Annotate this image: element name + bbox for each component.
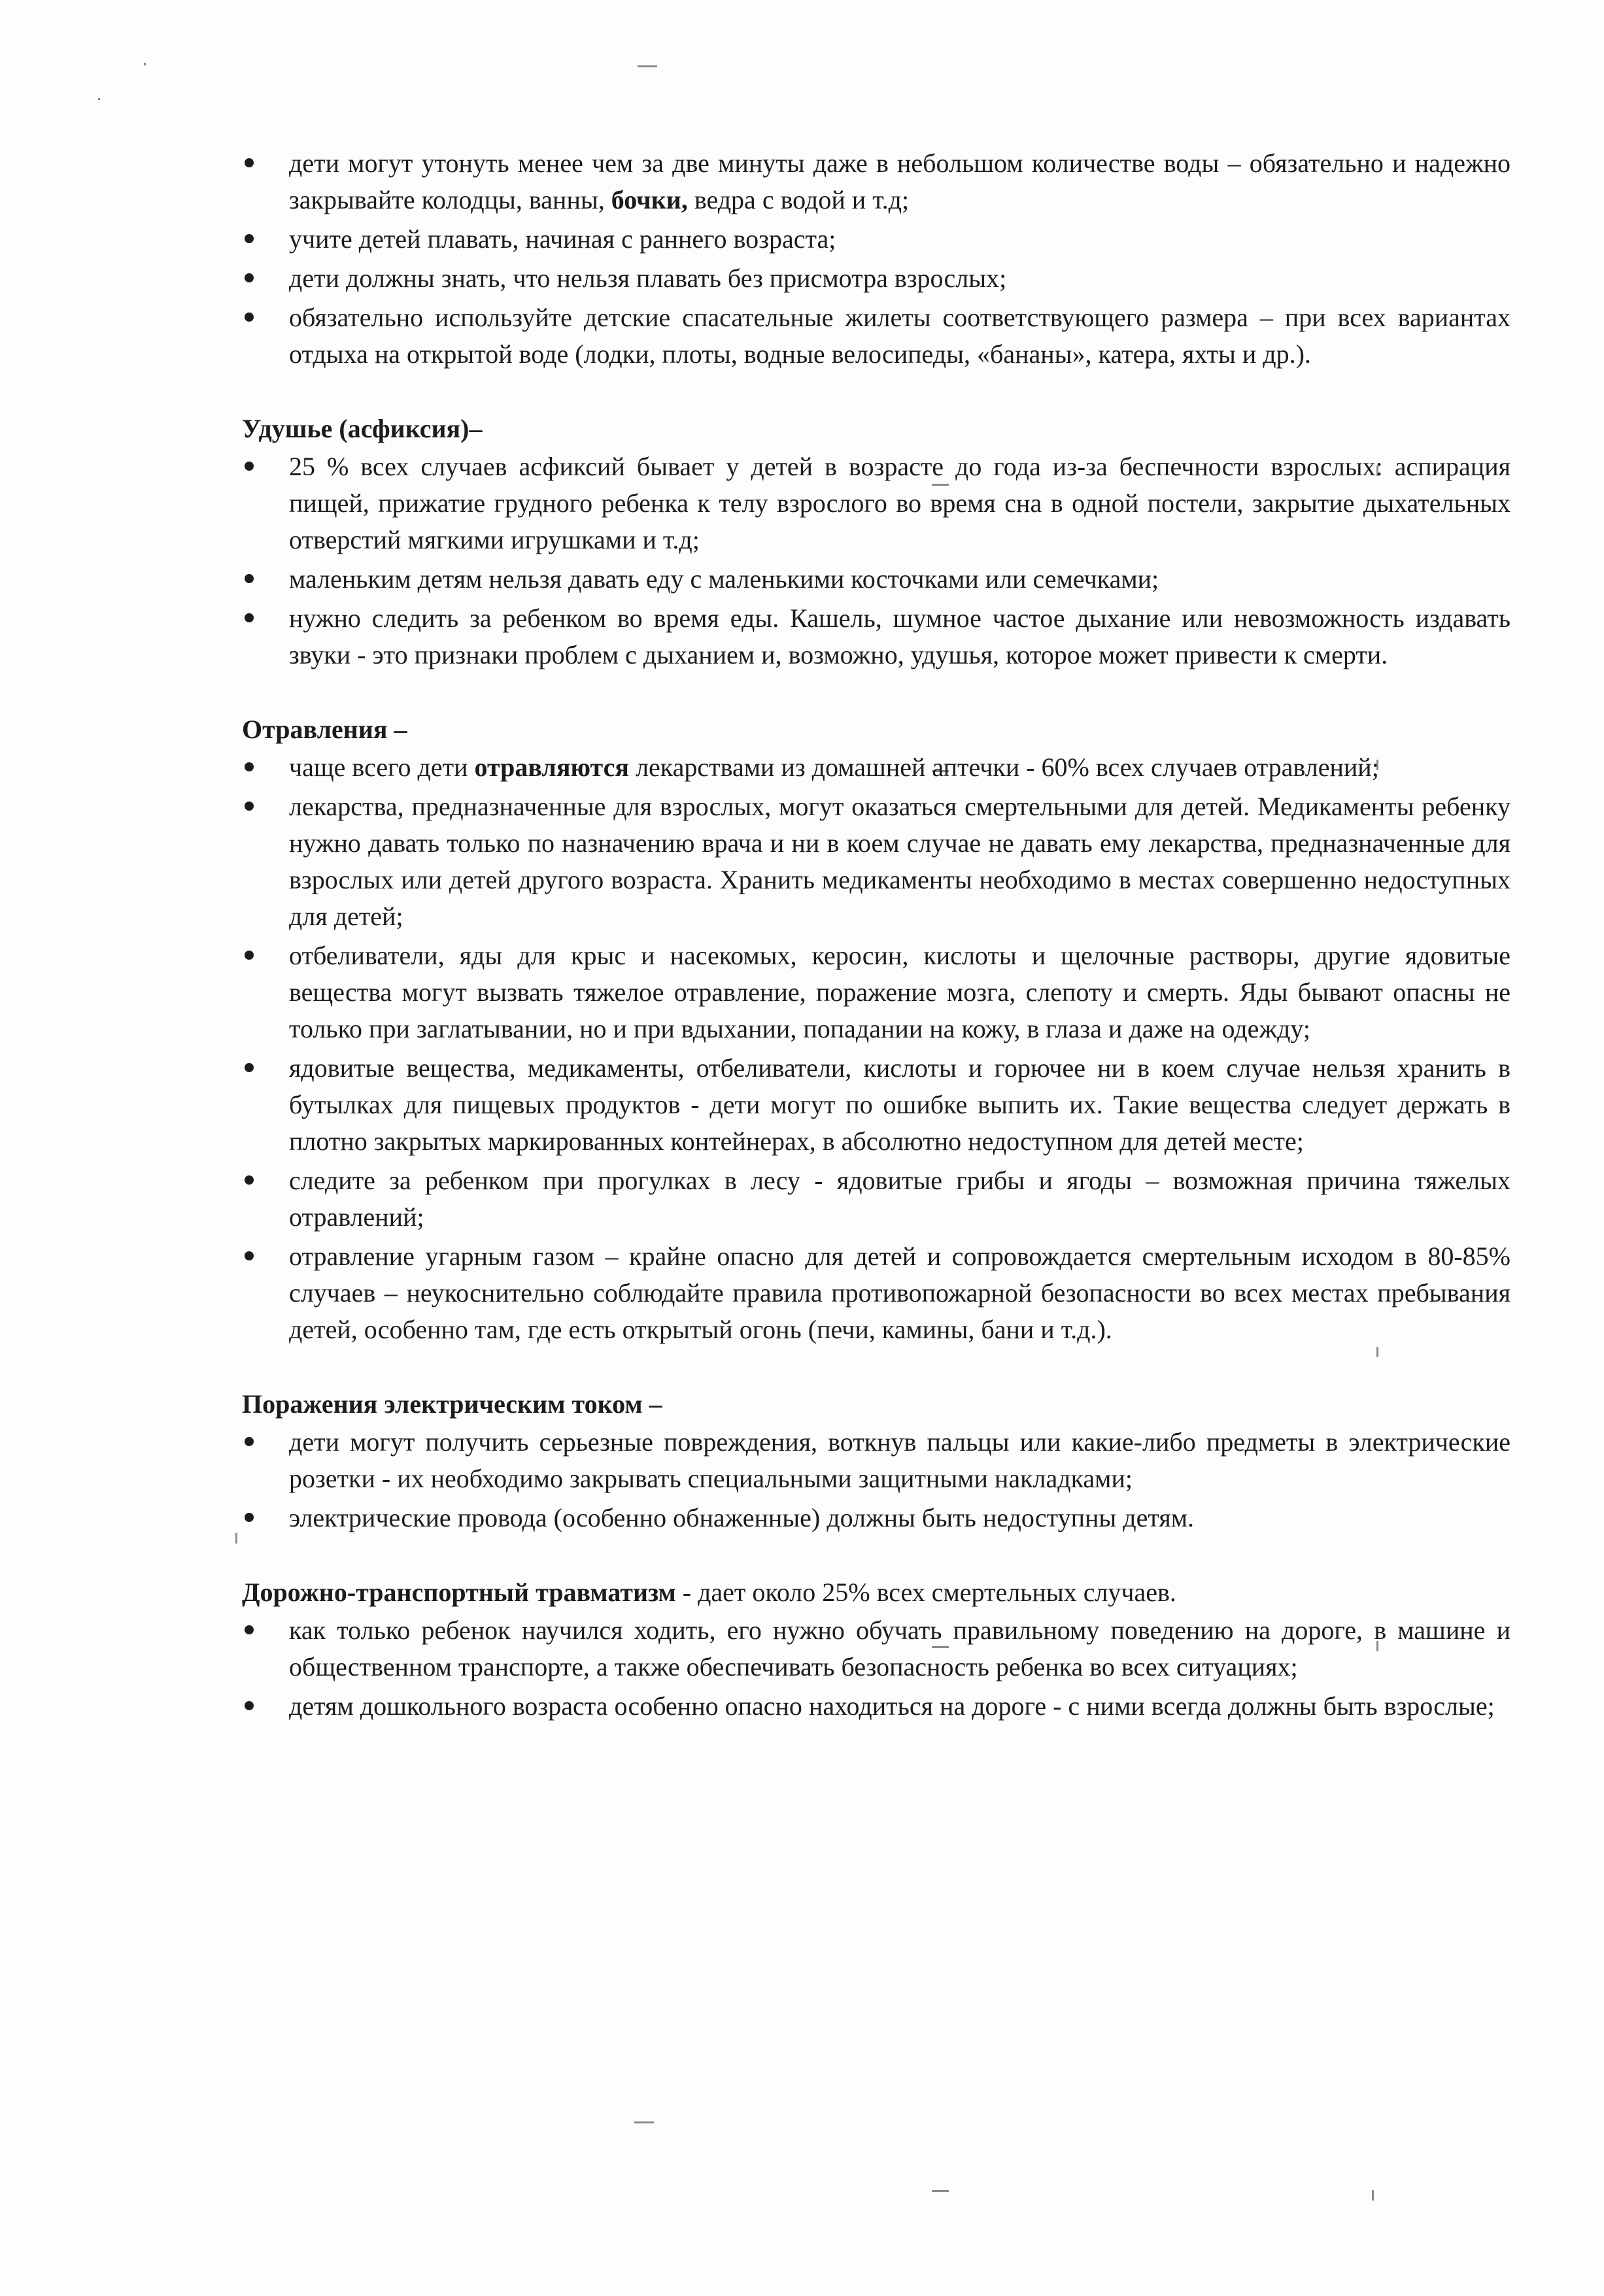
- document-body: [242, 145, 1510, 1727]
- list-item: [242, 260, 1510, 297]
- list-item: [242, 600, 1510, 673]
- document-section: [242, 145, 1510, 373]
- bullet-icon: [245, 802, 254, 811]
- scan-speck: [144, 63, 146, 65]
- bullet-icon: [245, 1437, 254, 1446]
- list-item: [242, 1050, 1510, 1160]
- bullet-icon: [245, 574, 254, 583]
- section-heading-title: Поражения электрическим током –: [242, 1389, 662, 1419]
- scan-speck: [1372, 2190, 1374, 2201]
- list-item: [242, 221, 1510, 258]
- item-text: детям дошкольного возраста особенно опасно находиться на дороге - с ними всегда должны быть взрослые;: [289, 1691, 1495, 1721]
- item-text: электрические провода (особенно обнаженные) должны быть недоступны детям.: [289, 1503, 1195, 1532]
- bullet-icon: [245, 158, 254, 167]
- scan-speck: [98, 98, 100, 100]
- item-text: маленьким детям нельзя давать еду с маленькими косточками или семечками;: [289, 564, 1159, 594]
- item-text: нужно следить за ребенком во время еды. Кашель, шумное частое дыхание или невозможность издавать звуки - это признаки проблем с дыханием и, возможно, удушья, которое может привести к смерти.: [289, 603, 1510, 669]
- list-item: [242, 145, 1510, 218]
- bullet-list: [242, 1424, 1510, 1536]
- item-text: лекарства, предназначенные для взрослых, могут оказаться смертельными для детей. Медикаменты ребенку нужно давать только по назначению врача и ни в коем случае не давать ему лекарства, предназначенные для взрослых или детей другого возраста. Хранить медикаменты необходимо в местах совершенно недоступных для детей;: [289, 792, 1510, 931]
- list-item: [242, 1500, 1510, 1536]
- document-section: [242, 711, 1510, 1348]
- scan-speck: [634, 2121, 654, 2123]
- item-text: 25 % всех случаев асфиксий бывает у детей в возрасте до года из-за беспечности взрослых: аспирация пищей, прижатие грудного ребенка к телу взрослого во время сна в одной постели, закрытие дыхательных отверстий мягкими игрушками и т.д;: [289, 452, 1510, 554]
- bullet-list: [242, 1612, 1510, 1725]
- section-heading: [242, 1386, 1510, 1423]
- item-text: чаще всего дети: [289, 752, 475, 782]
- list-item: [242, 937, 1510, 1047]
- document-section: [242, 1574, 1510, 1725]
- list-item: [242, 1688, 1510, 1725]
- bullet-icon: [245, 234, 254, 243]
- bullet-icon: [245, 1701, 254, 1710]
- list-item: [242, 1424, 1510, 1497]
- item-text: обязательно используйте детские спасательные жилеты соответствующего размера – при всех вариантах отдыха на открытой воде (лодки, плоты, водные велосипеды, «бананы», катера, яхты и др.).: [289, 303, 1510, 369]
- bold-text: отравляются: [474, 752, 630, 782]
- item-text: ведра с водой и т.д;: [687, 185, 910, 214]
- bullet-icon: [245, 1063, 254, 1072]
- list-item: [242, 1238, 1510, 1348]
- bullet-icon: [245, 462, 254, 471]
- bullet-icon: [245, 1625, 254, 1634]
- list-item: [242, 448, 1510, 558]
- item-text: следите за ребенком при прогулках в лесу - ядовитые грибы и ягоды – возможная причина тяжелых отравлений;: [289, 1166, 1510, 1232]
- bullet-list: [242, 145, 1510, 373]
- section-heading-title: Отравления –: [242, 715, 407, 744]
- item-text: отравление угарным газом – крайне опасно для детей и сопровождается смертельным исходом в 80-85% случаев – неукоснительно соблюдайте правила противопожарной безопасности во всех местах пребывания детей, особенно там, где есть открытый огонь (печи, камины, бани и т.д.).: [289, 1241, 1510, 1344]
- item-text: учите детей плавать, начиная с раннего возраста;: [289, 224, 836, 254]
- bullet-icon: [245, 951, 254, 960]
- bullet-icon: [245, 1251, 254, 1260]
- section-heading: [242, 1574, 1510, 1611]
- item-text: дети могут утонуть менее чем за две минуты даже в небольшом количестве воды – обязательно и надежно закрывайте колодцы, ванны,: [289, 148, 1510, 214]
- list-item: [242, 749, 1510, 786]
- section-heading-rest: - дает около 25% всех смертельных случаев.: [675, 1578, 1176, 1607]
- section-heading-title: Дорожно-транспортный травматизм: [242, 1578, 676, 1607]
- list-item: [242, 299, 1510, 373]
- bullet-icon: [245, 312, 254, 322]
- document-section: [242, 1386, 1510, 1536]
- item-text: дети могут получить серьезные повреждения, воткнув пальцы или какие-либо предметы в электрические розетки - их необходимо закрывать специальными защитными накладками;: [289, 1427, 1510, 1493]
- bullet-list: [242, 448, 1510, 673]
- item-text: ядовитые вещества, медикаменты, отбеливатели, кислоты и горючее ни в коем случае нельзя хранить в бутылках для пищевых продуктов - дети могут по ошибке выпить их. Такие вещества следует держать в плотно закрытых маркированных контейнерах, в абсолютно недоступном для детей месте;: [289, 1053, 1510, 1156]
- bold-text: бочки,: [611, 185, 688, 214]
- bullet-icon: [245, 762, 254, 771]
- bullet-icon: [245, 273, 254, 282]
- scan-speck: [638, 65, 657, 67]
- list-item: [242, 561, 1510, 598]
- scan-speck: [932, 2190, 949, 2192]
- item-text: дети должны знать, что нельзя плавать без присмотра взрослых;: [289, 263, 1007, 293]
- item-text: отбеливатели, яды для крыс и насекомых, керосин, кислоты и щелочные растворы, другие ядовитые вещества могут вызвать тяжелое отравление, поражение мозга, слепоту и смерть. Яды бывают опасны не только при заглатывании, но и при вдыхании, попадании на кожу, в глаза и даже на одежду;: [289, 941, 1510, 1043]
- bullet-icon: [245, 613, 254, 622]
- list-item: [242, 1162, 1510, 1236]
- scan-speck: [235, 1533, 237, 1544]
- bullet-icon: [245, 1175, 254, 1185]
- list-item: [242, 1612, 1510, 1685]
- section-heading: [242, 711, 1510, 748]
- item-text: лекарствами из домашней аптечки - 60% всех случаев отравлений;: [629, 752, 1379, 782]
- list-item: [242, 788, 1510, 935]
- document-section: [242, 411, 1510, 673]
- section-heading: [242, 411, 1510, 447]
- bullet-icon: [245, 1513, 254, 1522]
- item-text: как только ребенок научился ходить, его нужно обучать правильному поведению на дороге, в машине и общественном транспорте, а также обеспечивать безопасность ребенка во всех ситуациях;: [289, 1615, 1510, 1681]
- section-heading-title: Удушье (асфиксия)–: [242, 414, 483, 443]
- bullet-list: [242, 749, 1510, 1348]
